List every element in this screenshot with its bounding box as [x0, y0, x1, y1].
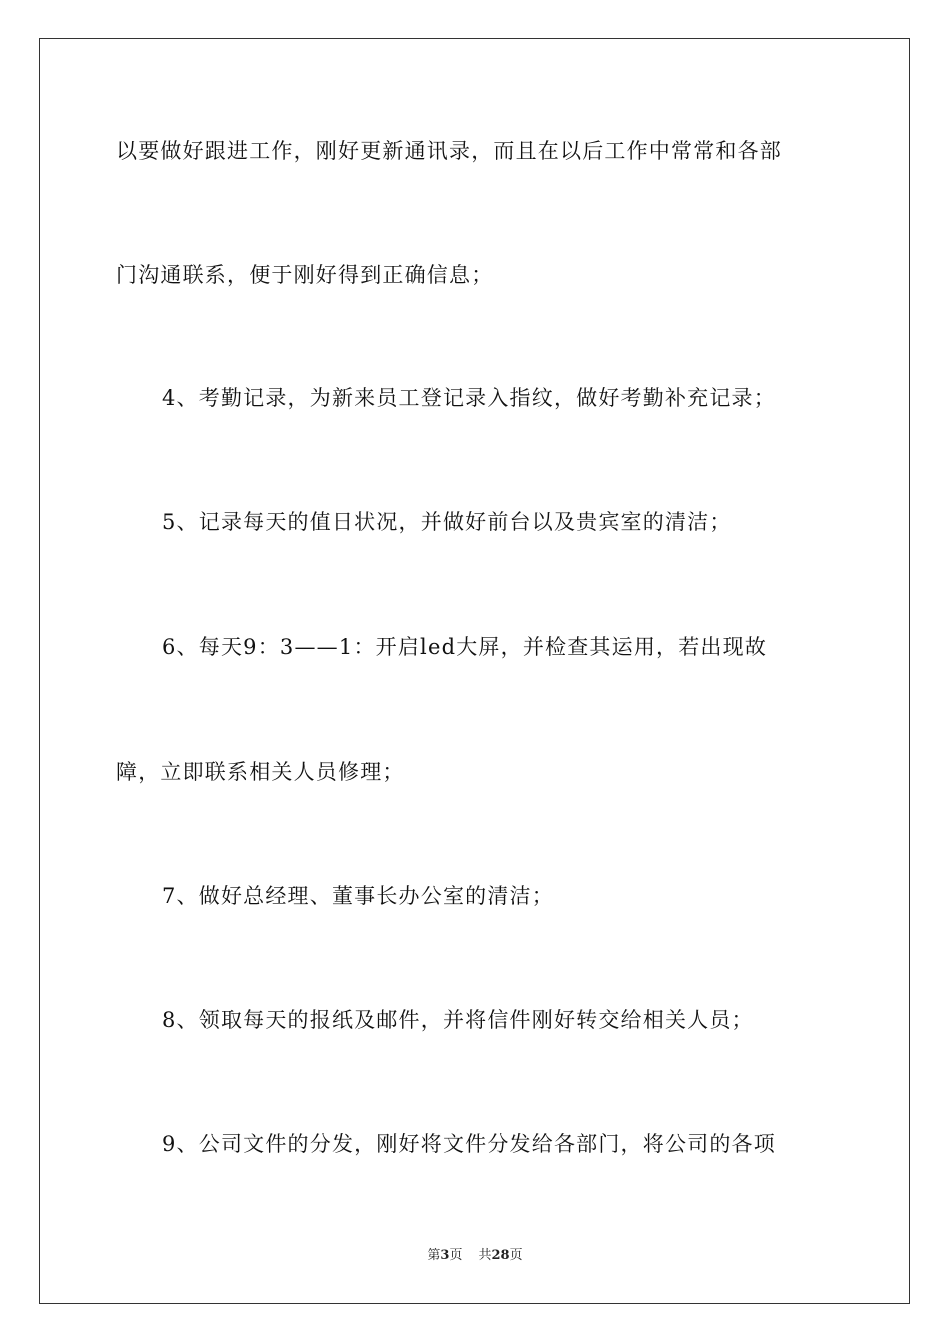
paragraph-line-4: 5、记录每天的值日状况，并做好前台以及贵宾室的清洁； [162, 510, 732, 534]
footer-page-suffix: 页 [449, 1248, 463, 1263]
paragraph-line-7: 7、做好总经理、董事长办公室的清洁； [162, 884, 554, 908]
paragraph-line-3: 4、考勤记录，为新来员工登记录入指纹，做好考勤补充记录； [162, 386, 776, 410]
footer-total-suffix: 页 [509, 1248, 523, 1263]
paragraph-line-8: 8、领取每天的报纸及邮件，并将信件刚好转交给相关人员； [162, 1008, 754, 1032]
paragraph-line-6: 障，立即联系相关人员修理； [116, 760, 405, 784]
paragraph-line-9: 9、公司文件的分发，刚好将文件分发给各部门，将公司的各项 [162, 1132, 776, 1156]
paragraph-line-2: 门沟通联系，便于刚好得到正确信息； [116, 263, 494, 287]
footer-page-prefix: 第 [427, 1248, 441, 1263]
paragraph-line-1: 以要做好跟进工作，刚好更新通讯录，而且在以后工作中常常和各部 [116, 139, 782, 163]
page-border [39, 38, 910, 1304]
paragraph-line-5: 6、每天9：3——1：开启led大屏，并检查其运用，若出现故 [162, 635, 768, 659]
footer-total-pages: 28 [491, 1248, 510, 1263]
page-footer [0, 1248, 950, 1264]
footer-total-prefix: 共 [478, 1248, 492, 1263]
footer-page-number: 3 [440, 1248, 450, 1263]
